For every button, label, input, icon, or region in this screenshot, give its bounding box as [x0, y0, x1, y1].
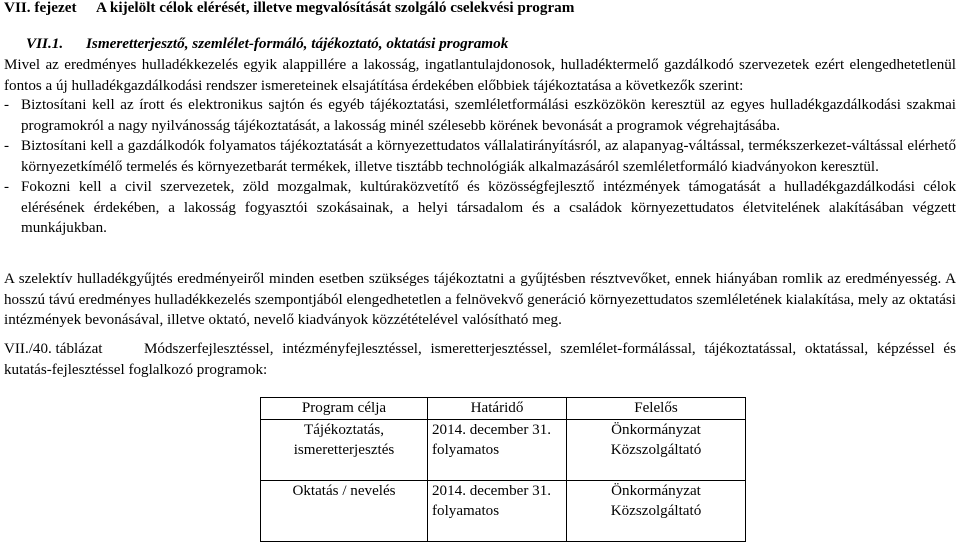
cell-deadline: 2014. december 31. folyamatos — [428, 420, 567, 481]
header-responsible: Felelős — [567, 398, 746, 420]
bullet-text: Biztosítani kell az írott és elektronikus sajtón és egyéb tájékoztatási, szemléletformálási eszközökön keresztül az egyes hulladékgazdálkodási szakmai programokról a nagy nyilvánosság tájékoztatását, a lakosság minél szélesebb körének bevonását a programok végrehajtásába. — [21, 97, 956, 134]
list-item — [4, 136, 956, 177]
bullet-text: Fokozni kell a civil szervezetek, zöld mozgalmak, kultúraközvetítő és közösségfejlesztő intézmények támogatását a hulladékgazdálkodási célok elérésének érdekében, a lakosság fogyasztói szokásainak, a helyi társadalom és a családok környezettudatos életvitelének alakításában végzett munkájukban. — [21, 179, 956, 236]
bullet-list — [4, 95, 956, 239]
bullet-dash: - — [4, 97, 10, 113]
chapter-number: VII. fejezet — [4, 0, 77, 16]
bullet-dash: - — [4, 179, 10, 195]
chapter-heading — [4, 0, 574, 17]
cell-responsible: Önkormányzat Közszolgáltató — [567, 481, 746, 542]
table-caption — [4, 339, 956, 380]
bullet-text: Biztosítani kell a gazdálkodók folyamatos tájékoztatását a környezettudatos vállalatirányításról, az alapanyag-váltással, termékszerkezet-váltással elérhető környezetkímélő termelés és környezetbarát termékek, illetve tisztább technológiák alkalmazásáról szemléletformáló kiadványokon keresztül. — [21, 138, 956, 175]
bullet-dash: - — [4, 138, 10, 154]
summary-paragraph: A szelektív hulladékgyűjtés eredményeiről minden esetben szükséges tájékoztatni a gyűjtésben résztvevőket, ennek hiányában romlik az eredményesség. A hosszú távú eredményes hulladékkezelés szempontjából elengedhetetlen a felnövekvő generáció környezettudatos szemléletének kialakítása, mely az oktatási intézmények bevonásával, illetve oktató, nevelő kiadványok közzétételével valósítható meg. — [4, 271, 956, 328]
table-header-row — [261, 398, 746, 420]
cell-program-goal: Oktatás / nevelés — [261, 481, 428, 542]
section-title: Ismeretterjesztő, szemlélet-formáló, tájékoztató, oktatási programok — [86, 35, 509, 52]
section-heading — [26, 35, 508, 53]
cell-responsible: Önkormányzat Közszolgáltató — [567, 420, 746, 481]
table-caption-label: VII./40. táblázat — [4, 341, 103, 357]
cell-deadline: 2014. december 31. folyamatos — [428, 481, 567, 542]
section-number: VII.1. — [26, 35, 64, 52]
chapter-title: A kijelölt célok elérését, illetve megvalósítását szolgáló cselekvési program — [96, 0, 575, 16]
list-item — [4, 177, 956, 239]
table-row — [261, 420, 746, 481]
table-row — [261, 481, 746, 542]
cell-program-goal: Tájékoztatás, ismeretterjesztés — [261, 420, 428, 481]
header-deadline: Határidő — [428, 398, 567, 420]
intro-paragraph: Mivel az eredményes hulladékkezelés egyik alappillére a lakosság, ingatlantulajdonosok, hulladéktermelő gazdálkodó szervezetek ezért elengedhetetlenül fontos a új hulladékgazdálkodási rendszer ismereteinek elsajátítása érdekében előbbiek tájékoztatása a következők szerint: — [4, 57, 956, 94]
table-caption-text: Módszerfejlesztéssel, intézményfejlesztéssel, ismeretterjesztéssel, szemlélet-formálással, tájékoztatással, oktatással, képzéssel és kutatás-fejlesztéssel foglalkozó programok: — [4, 341, 956, 378]
list-item — [4, 95, 956, 136]
header-program-goal: Program célja — [261, 398, 428, 420]
programs-table — [260, 397, 746, 542]
